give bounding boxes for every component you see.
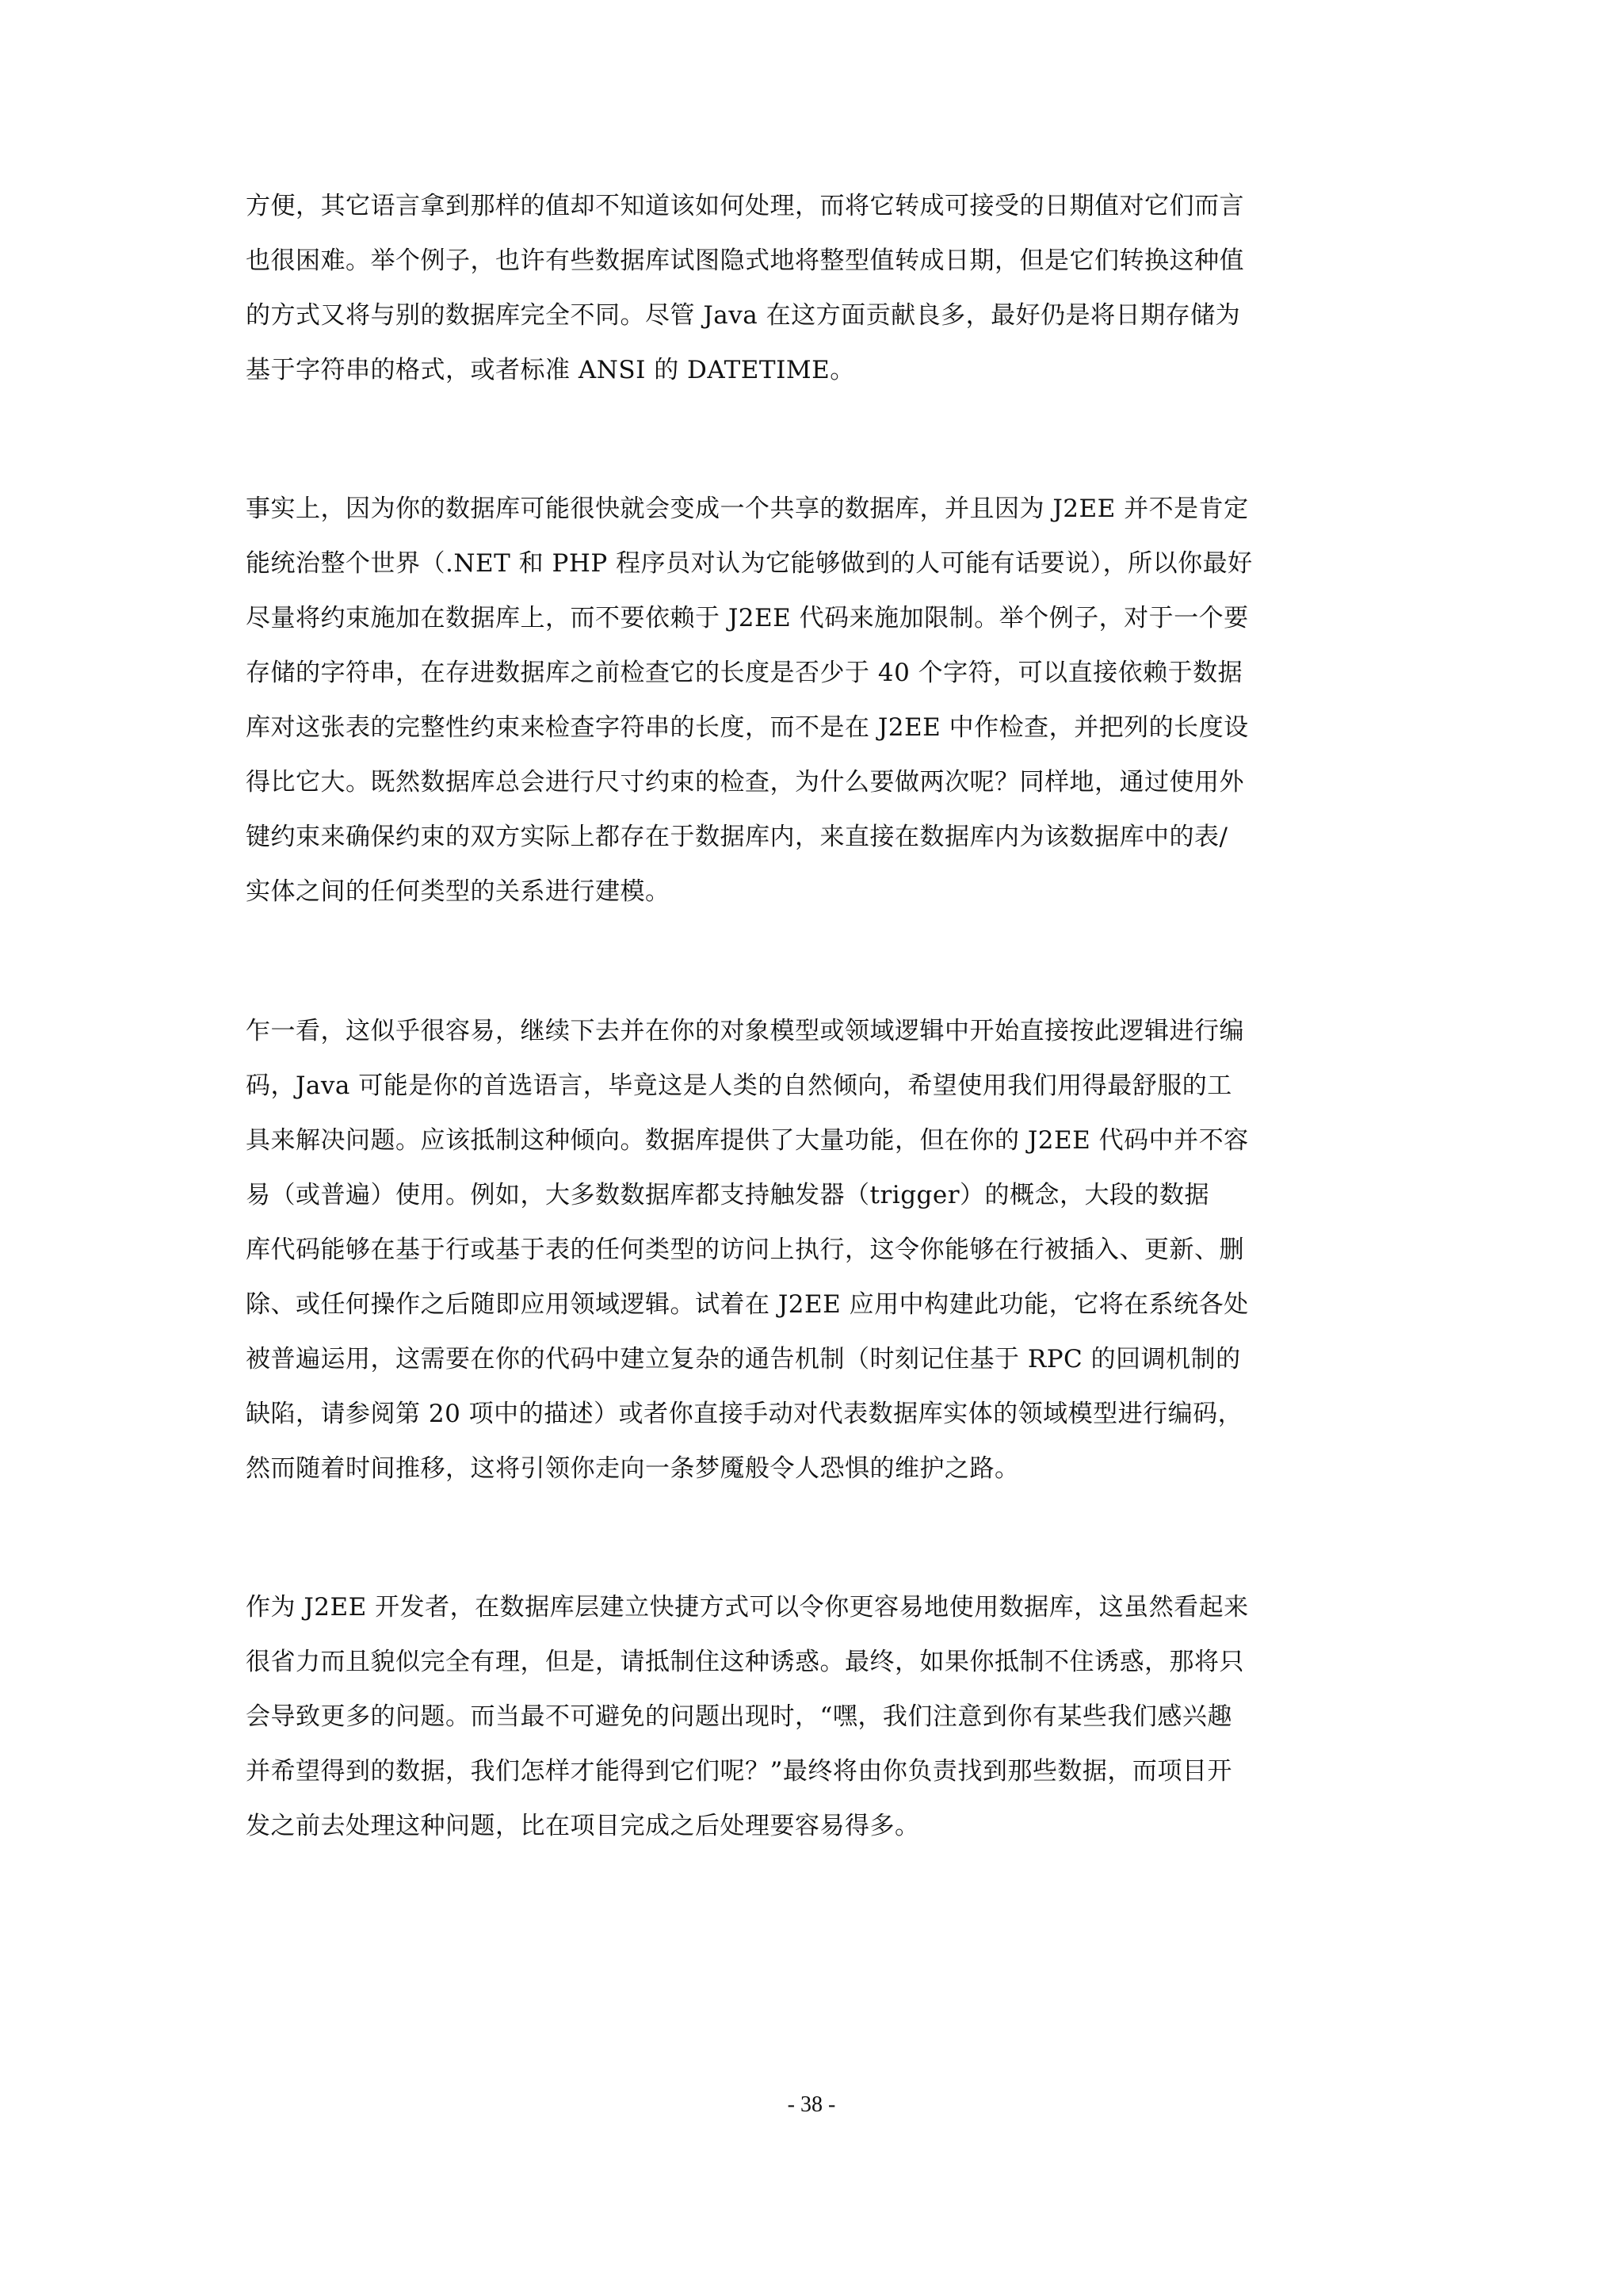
text-line: 易（或普遍）使用。例如，大多数数据库都支持触发器（trigger）的概念，大段的数据 — [246, 1181, 1210, 1209]
text-line: 尽量将约束施加在数据库上，而不要依赖于 J2EE 代码来施加限制。举个例子，对于一个要 — [246, 604, 1249, 632]
text-line: 会导致更多的问题。而当最不可避免的问题出现时，“嘿，我们注意到你有某些我们感兴趣 — [246, 1702, 1232, 1731]
text-line: 能统治整个世界（.NET 和 PHP 程序员对认为它能够做到的人可能有话要说），所以你最好 — [246, 549, 1253, 578]
page-number: - 38 - — [787, 2092, 836, 2117]
text-line: 实体之间的任何类型的关系进行建模。 — [246, 877, 670, 906]
text-line: 基于字符串的格式，或者标准 ANSI 的 DATETIME。 — [246, 356, 855, 384]
text-line: 键约束来确保约束的双方实际上都存在于数据库内，来直接在数据库内为该数据库中的表/ — [246, 823, 1228, 851]
text-line: 库代码能够在基于行或基于表的任何类型的访问上执行，这令你能够在行被插入、更新、删 — [246, 1236, 1244, 1264]
text-line: 并希望得到的数据，我们怎样才能得到它们呢？”最终将由你负责找到那些数据，而项目开 — [246, 1757, 1232, 1786]
body-text — [246, 179, 1395, 1854]
text-line: 具来解决问题。应该抵制这种倾向。数据库提供了大量功能，但在你的 J2EE 代码中并不容 — [246, 1126, 1249, 1155]
paragraph-1 — [246, 179, 1395, 398]
text-line: 库对这张表的完整性约束来检查字符串的长度，而不是在 J2EE 中作检查，并把列的长度设 — [246, 713, 1249, 742]
text-line: 很省力而且貌似完全有理，但是，请抵制住这种诱惑。最终，如果你抵制不住诱惑，那将只 — [246, 1648, 1244, 1676]
text-line: 存储的字符串，在存进数据库之前检查它的长度是否少于 40 个字符，可以直接依赖于数据 — [246, 659, 1243, 687]
text-line: 乍一看，这似乎很容易，继续下去并在你的对象模型或领域逻辑中开始直接按此逻辑进行编 — [246, 1017, 1244, 1045]
text-line: 发之前去处理这种问题，比在项目完成之后处理要容易得多。 — [246, 1812, 920, 1840]
text-line: 的方式又将与别的数据库完全不同。尽管 Java 在这方面贡献良多，最好仍是将日期存储为 — [246, 301, 1241, 330]
text-line: 然而随着时间推移，这将引领你走向一条梦魇般令人恐惧的维护之路。 — [246, 1454, 1020, 1483]
text-line: 除、或任何操作之后随即应用领域逻辑。试着在 J2EE 应用中构建此功能，它将在系统各处 — [246, 1290, 1249, 1319]
text-line: 作为 J2EE 开发者，在数据库层建立快捷方式可以令你更容易地使用数据库，这虽然看起来 — [246, 1593, 1249, 1622]
text-line: 得比它大。既然数据库总会进行尺寸约束的检查，为什么要做两次呢？同样地，通过使用外 — [246, 768, 1244, 797]
paragraph-4 — [246, 1580, 1395, 1854]
text-line: 也很困难。举个例子，也许有些数据库试图隐式地将整型值转成日期，但是它们转换这种值 — [246, 246, 1244, 275]
text-line: 缺陷，请参阅第 20 项中的描述）或者你直接手动对代表数据库实体的领域模型进行编码， — [246, 1400, 1243, 1428]
text-line: 事实上，因为你的数据库可能很快就会变成一个共享的数据库，并且因为 J2EE 并不是肯定 — [246, 495, 1249, 523]
text-line: 方便，其它语言拿到那样的值却不知道该如何处理，而将它转成可接受的日期值对它们而言 — [246, 192, 1244, 220]
text-line: 被普遍运用，这需要在你的代码中建立复杂的通告机制（时刻记住基于 RPC 的回调机制的 — [246, 1345, 1241, 1373]
paragraph-2 — [246, 482, 1395, 919]
paragraph-3 — [246, 1004, 1395, 1496]
text-line: 码，Java 可能是你的首选语言，毕竟这是人类的自然倾向，希望使用我们用得最舒服的工 — [246, 1072, 1232, 1100]
